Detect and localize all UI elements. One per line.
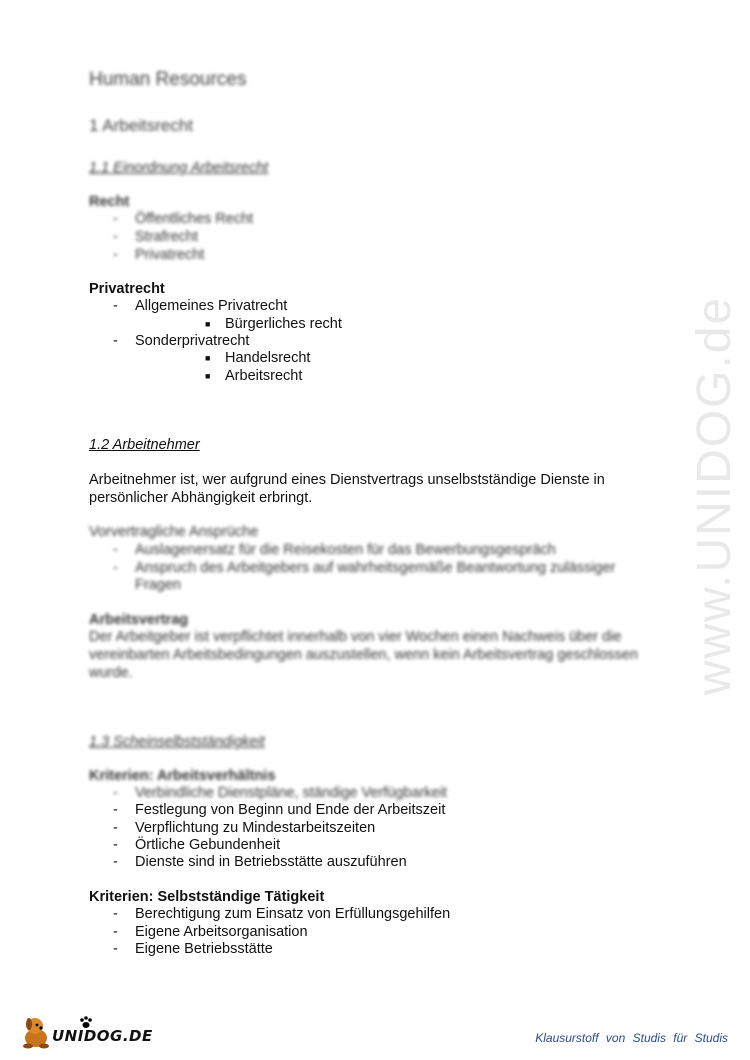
group-title-arbeitsvertrag: Arbeitsvertrag [89, 612, 189, 628]
list-item: Fragen [135, 577, 181, 593]
list-dash: - [113, 298, 118, 314]
list-item: Sonderprivatrecht [135, 333, 250, 349]
list-dash: - [113, 802, 118, 818]
footer-tagline: Klausurstoff von Studis für Studis [535, 1031, 728, 1045]
list-dash: - [113, 924, 118, 940]
list-item: Berechtigung zum Einsatz von Erfüllungsgehilfen [135, 906, 451, 922]
subsection-heading-1-2: 1.2 Arbeitnehmer [89, 437, 200, 453]
document-title: Human Resources [89, 69, 247, 90]
list-item: Dienste sind in Betriebsstätte auszuführen [135, 854, 407, 870]
list-dash: - [113, 247, 118, 263]
watermark: www.UNIDOG.de [688, 295, 742, 695]
subsection-heading-1-3: 1.3 Scheinselbstständigkeit [89, 734, 265, 750]
list-item: Eigene Betriebsstätte [135, 941, 273, 957]
group-title-recht: Recht [89, 194, 130, 210]
paragraph-line: Arbeitnehmer ist, wer aufgrund eines Dienstvertrags unselbstständige Dienste in [89, 472, 605, 488]
list-item: Verbindliche Dienstpläne, ständige Verfügbarkeit [135, 785, 447, 801]
logo-wordmark: UNIDOG.DE [52, 1027, 153, 1045]
paragraph-line: persönlicher Abhängigkeit erbringt. [89, 490, 313, 506]
square-bullet: ■ [205, 371, 211, 381]
list-item: Allgemeines Privatrecht [135, 298, 288, 314]
list-item: Eigene Arbeitsorganisation [135, 924, 308, 940]
list-dash: - [113, 785, 118, 801]
subsection-heading-1-1: 1.1 Einordnung Arbeitsrecht [89, 160, 269, 176]
group-title-privatrecht: Privatrecht [89, 281, 165, 297]
list-dash: - [113, 211, 118, 227]
list-item: Öffentliches Recht [135, 211, 254, 227]
group-title-vorvertraglich: Vorvertragliche Ansprüche [89, 524, 259, 540]
section-heading-1: 1 Arbeitsrecht [89, 116, 193, 135]
square-bullet: ■ [205, 319, 211, 329]
list-dash: - [113, 560, 118, 576]
list-subitem: Bürgerliches recht [225, 316, 342, 332]
list-item: Festlegung von Beginn und Ende der Arbeitszeit [135, 802, 446, 818]
list-dash: - [113, 333, 118, 349]
group-title-kriterien-selbststaendig: Kriterien: Selbstständige Tätigkeit [89, 889, 325, 905]
list-item: Örtliche Gebundenheit [135, 837, 281, 853]
list-dash: - [113, 906, 118, 922]
paragraph-line: Der Arbeitgeber ist verpflichtet innerhalb von vier Wochen einen Nachweis über die [89, 629, 622, 645]
square-bullet: ■ [205, 353, 211, 363]
paragraph-line: wurde. [89, 665, 133, 681]
list-dash: - [113, 854, 118, 870]
list-subitem: Handelsrecht [225, 350, 311, 366]
list-item: Strafrecht [135, 229, 198, 245]
list-item: Auslagenersatz für die Reisekosten für das Bewerbungsgespräch [135, 542, 556, 558]
list-dash: - [113, 820, 118, 836]
list-dash: - [113, 229, 118, 245]
paragraph-line: vereinbarten Arbeitsbedingungen auszustellen, wenn kein Arbeitsvertrag geschlossen [89, 647, 638, 663]
list-item: Privatrecht [135, 247, 205, 263]
list-dash: - [113, 941, 118, 957]
list-dash: - [113, 837, 118, 853]
list-item: Verpflichtung zu Mindestarbeitszeiten [135, 820, 376, 836]
group-title-kriterien-arbeitsverhaeltnis: Kriterien: Arbeitsverhältnis [89, 768, 276, 784]
list-dash: - [113, 542, 118, 558]
list-item: Anspruch des Arbeitgebers auf wahrheitsgemäße Beantwortung zulässiger [135, 560, 616, 576]
list-subitem: Arbeitsrecht [225, 368, 303, 384]
